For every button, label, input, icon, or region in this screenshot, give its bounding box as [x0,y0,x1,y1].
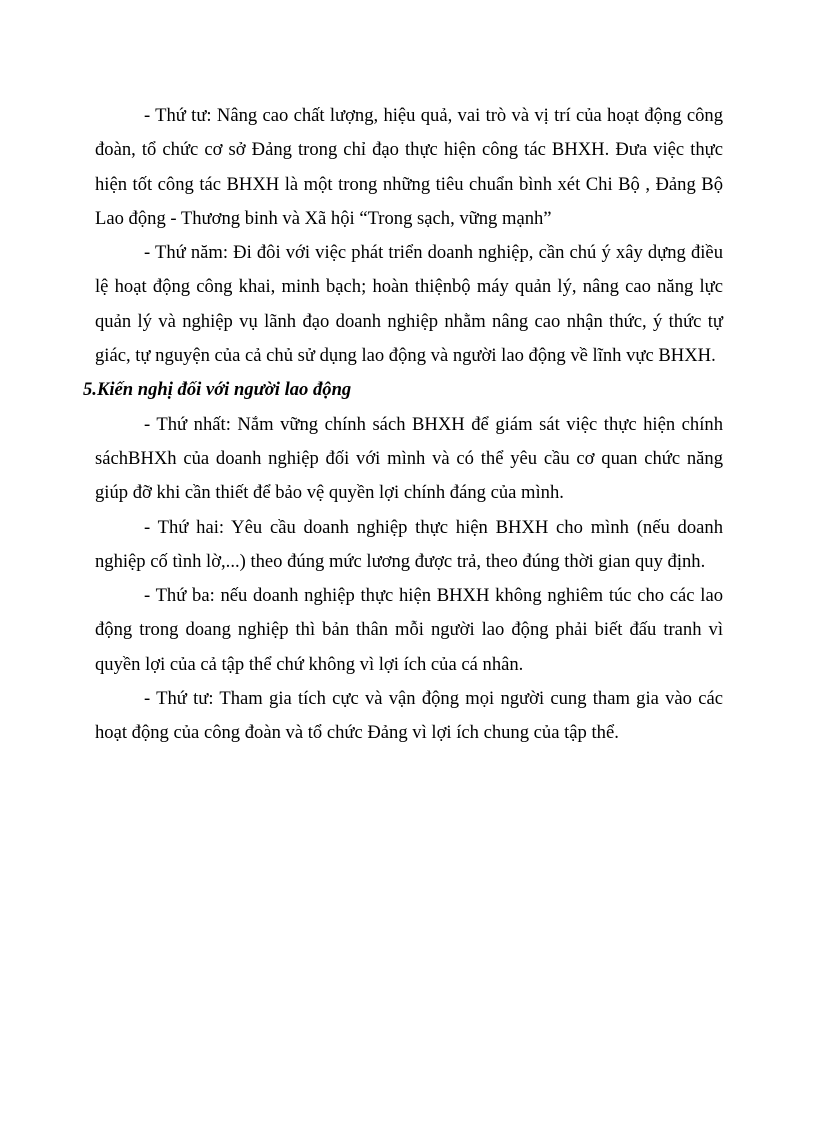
paragraph-thu-nhat: - Thứ nhất: Nắm vững chính sách BHXH để giám sát việc thực hiện chính sáchBHXh của doanh nghiệp đối với mình và có thể yêu cầu cơ quan chức năng giúp đỡ khi cần thiết để bảo vệ quyền lợi chính đáng của mình. [95,413,723,504]
paragraph-thu-tu-cong-doan: - Thứ tư: Nâng cao chất lượng, hiệu quả, vai trò và vị trí của hoạt động công đoàn, tổ chức cơ sở Đảng trong chỉ đạo thực hiện công tác BHXH. Đưa việc thực hiện tốt công tác BHXH là một trong những tiêu chuẩn bình xét Chi Bộ , Đảng Bộ Lao động - Thương binh và Xã hội “Trong sạch, vững mạnh” [95,105,723,229]
section-heading: 5.Kiến nghị đối với người lao động [83,379,352,401]
paragraph-thu-nam: - Thứ năm: Đi đôi với việc phát triển doanh nghiệp, cần chú ý xây dựng điều lệ hoạt động công khai, minh bạch; hoàn thiệnbộ máy quản lý, nâng cao năng lực quản lý và nghiệp vụ lãnh đạo doanh nghiệp nhằm nâng cao nhận thức, ý thức tự giác, tự nguyện của cả chủ sử dụng lao động và người lao động về lĩnh vực BHXH. [95,242,723,367]
paragraph-thu-hai: - Thứ hai: Yêu cầu doanh nghiệp thực hiện BHXH cho mình (nếu doanh nghiệp cố tình lờ,...) theo đúng mức lương được trả, theo đúng thời gian quy định. [95,516,723,572]
paragraph-thu-ba: - Thứ ba: nếu doanh nghiệp thực hiện BHXH không nghiêm túc cho các lao động trong doang nghiệp thì bản thân mỗi người lao động phải biết đấu tranh vì quyền lợi của cả tập thể chứ không vì lợi ích của cá nhân. [95,585,723,675]
document-body [83,99,723,751]
paragraph-thu-tu-tham-gia: - Thứ tư: Tham gia tích cực và vận động mọi người cung tham gia vào các hoạt động của công đoàn và tổ chức Đảng vì lợi ích chung của tập thể. [95,688,723,744]
